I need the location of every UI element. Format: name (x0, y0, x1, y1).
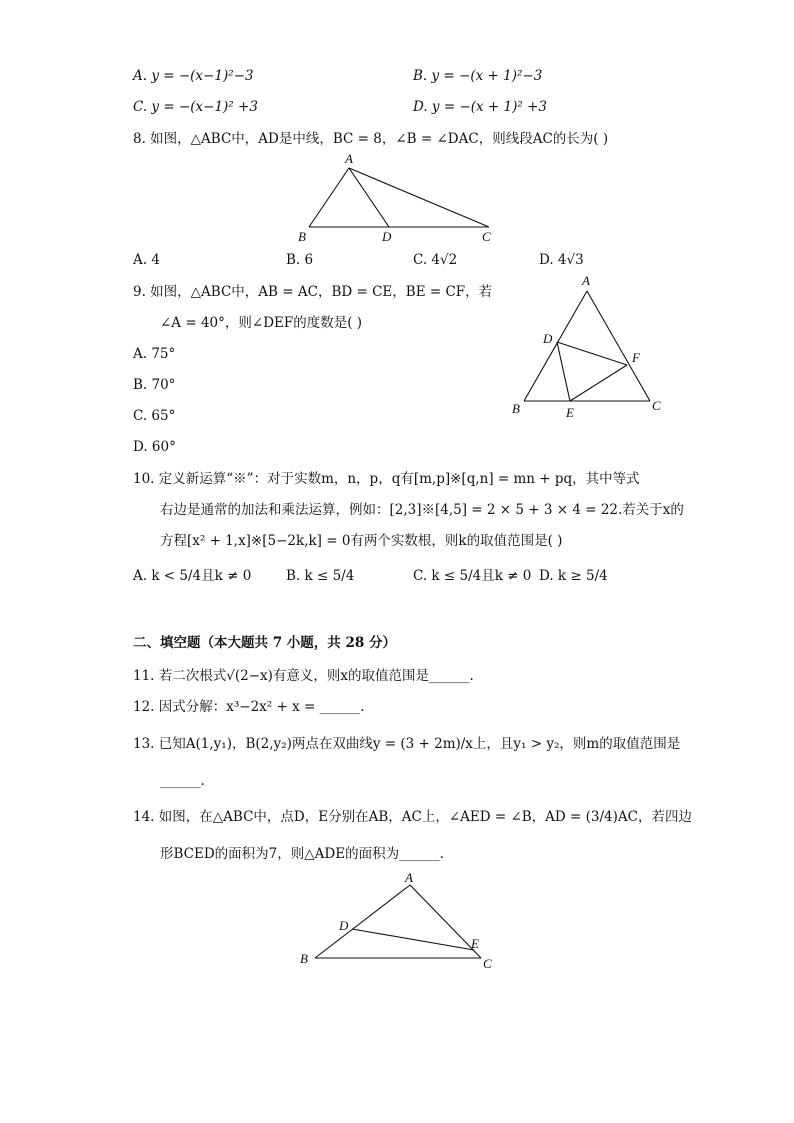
q13-text-line2: ______. (160, 773, 205, 789)
q9-label-b: B (512, 401, 520, 416)
q8-option-b: B. 6 (286, 252, 314, 268)
q12-text: 12. 因式分解：x³−2x² + x = ______. (133, 699, 365, 715)
q14-label-d: D (339, 918, 349, 933)
q9-option-b: B. 70° (133, 377, 176, 393)
q10-option-c: C. k ≤ 5/4且k ≠ 0 (413, 568, 532, 584)
q8-label-c: C (482, 229, 491, 244)
q9-option-a: A. 75° (133, 346, 176, 362)
q10-option-b: B. k ≤ 5/4 (286, 568, 355, 584)
q9-option-d: D. 60° (133, 439, 176, 455)
q9-label-e: E (566, 405, 574, 420)
q7-option-a: A. y = −(x−1)²−3 (133, 68, 254, 84)
q14-label-a: A (405, 870, 413, 885)
q8-label-b: B (298, 229, 306, 244)
q10-stem-line3: 方程[x² + 1,x]※[5−2k,k] = 0有两个实数根，则k的取值范围是( ) (160, 533, 563, 549)
section-title: 二、填空题（本大题共 7 小题，共 28 分） (133, 635, 396, 651)
q9-label-c: C (652, 398, 661, 413)
q8-label-d: D (382, 229, 392, 244)
q7-option-c: C. y = −(x−1)² +3 (133, 99, 258, 115)
q9-label-a: A (582, 273, 590, 288)
q9-label-f: F (632, 350, 640, 365)
q10-stem-line2: 右边是通常的加法和乘法运算，例如：[2,3]※[4,5] = 2 × 5 + 3 × 4 = 22.若关于x的 (160, 502, 684, 518)
q10-option-a: A. k < 5/4且k ≠ 0 (133, 568, 252, 584)
q14-label-e: E (471, 936, 479, 951)
q9-option-c: C. 65° (133, 408, 176, 424)
q10-option-d: D. k ≥ 5/4 (539, 568, 608, 584)
q13-text-line1: 13. 已知A(1,y₁)，B(2,y₂)两点在双曲线y = (3 + 2m)/x上，且y₁ > y₂，则m的取值范围是 (133, 736, 681, 752)
q14-text-line2: 形BCED的面积为7，则△ADE的面积为______. (160, 846, 444, 862)
q8-option-c: C. 4√2 (413, 252, 458, 268)
q8-stem: 8. 如图，△ABC中，AD是中线，BC = 8，∠B = ∠DAC，则线段AC的长为( ) (133, 131, 609, 147)
q8-option-a: A. 4 (133, 252, 160, 268)
q9-label-d: D (543, 331, 553, 346)
q9-stem-line1: 9. 如图，△ABC中，AB = AC，BD = CE，BE = CF，若 (133, 284, 493, 300)
q14-label-b: B (300, 951, 308, 966)
q7-option-d: D. y = −(x + 1)² +3 (413, 99, 547, 115)
q14-text-line1: 14. 如图，在△ABC中，点D，E分别在AB，AC上，∠AED = ∠B，AD = (3/4)AC，若四边 (133, 809, 692, 825)
q8-label-a: A (345, 151, 353, 166)
q10-stem-line1: 10. 定义新运算“※”：对于实数m，n，p，q有[m,p]※[q,n] = mn + pq，其中等式 (133, 471, 640, 487)
q11-text: 11. 若二次根式√(2−x)有意义，则x的取值范围是______. (133, 668, 474, 684)
q14-label-c: C (483, 956, 492, 971)
q9-stem-line2: ∠A = 40°，则∠DEF的度数是( ) (160, 315, 363, 331)
q7-option-b: B. y = −(x + 1)²−3 (413, 68, 543, 84)
q8-option-d: D. 4√3 (539, 252, 584, 268)
